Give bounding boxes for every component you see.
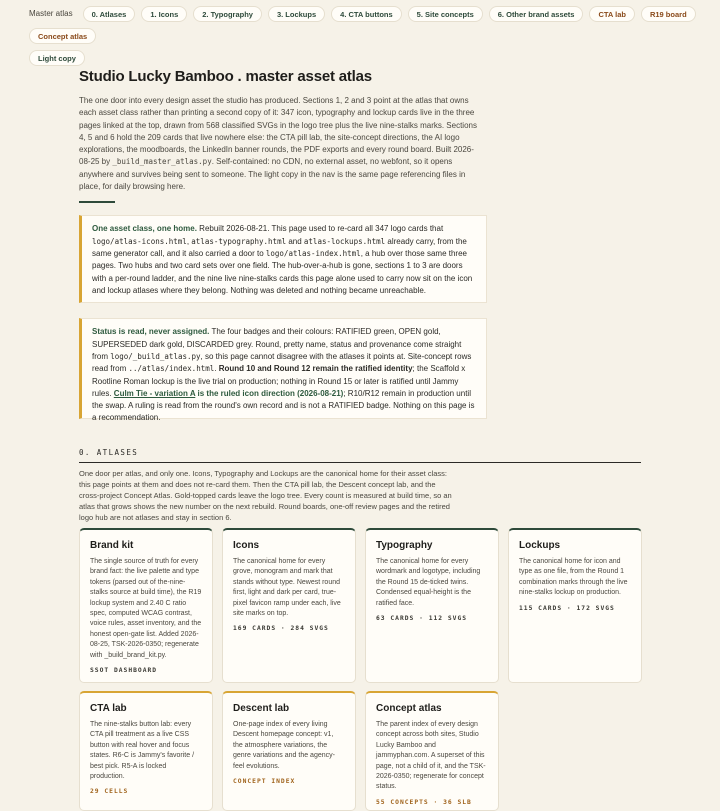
card-meta: SSOT DASHBOARD — [90, 667, 158, 675]
callout1-code: atlas-lockups.html — [303, 236, 386, 246]
callout1-text: already carry, from the same generator call, and it also carried a door to — [92, 236, 467, 258]
intro-code: _build_master_atlas.py — [112, 157, 212, 167]
callout1-lead: One asset class, one home. — [92, 224, 197, 234]
intro-text-2: . Self-contained: no CDN, no external asset, no webfont, so it opens anywhere and survives being sent to someone. The light copy in the nav is the same page referencing files in place, for daily browsing here. — [79, 157, 466, 192]
card-title: Lockups — [519, 540, 561, 551]
callout2-code: ../atlas/index.html — [128, 364, 215, 374]
card-title: Concept atlas — [376, 703, 442, 714]
card-brand-kit[interactable] — [79, 528, 213, 683]
card-title: Icons — [233, 540, 260, 551]
card-meta: CONCEPT INDEX — [233, 778, 296, 786]
callout2-code: logo/_build_atlas.py — [110, 351, 201, 361]
main-content — [79, 68, 642, 806]
nav-pill-atlases[interactable]: 0. Atlases — [83, 6, 136, 22]
card-text: The single source of truth for every brand fact: the live palette and type tokens (parsed out of the-nine-stalks source at build time), the R19 lockup system and 2.40 C ratio spec, computed WCAG contrast, voice rules, asset inventory, and the honest open-gate list. Added 2026-08-25, TSK-2026-0350; regenerate with _build_brand_kit.py. — [90, 558, 202, 659]
card-text: The canonical home for every grove, monogram and mark that stands without type. Newest round first, light and dark per card, true-pixel favicon ramp under each, live site marks on top. — [233, 558, 341, 618]
section-rule — [79, 462, 641, 463]
card-cta-lab[interactable] — [79, 691, 213, 811]
nav-pill-cta-lab[interactable]: CTA lab — [589, 6, 635, 22]
callout1-text: , a hub over those same three pages. Two hubs and two card sets over one field. The hub-over-a-hub is gone, sections 1 to 3 are doors with a per-round ladder, and the nine live nine-stalks cards this page alone used to carry now sit on the icon and lockup atlases where they belong. Nothing was deleted and nothing became unreachable. — [92, 248, 473, 295]
section-heading: 0. ATLASES — [79, 448, 139, 458]
callout2-lead: Status is read, never assigned. — [92, 327, 210, 337]
card-text: One-page index of every living Descent homepage concept: v1, the atmosphere variations, the genre variations and the agency-feel evolutions. — [233, 721, 335, 770]
card-meta: 55 CONCEPTS · 36 SLB — [376, 798, 472, 806]
callout1-text: and — [286, 236, 304, 246]
card-text: The canonical home for icon and type as one file, from the Round 1 combination marks through the live nine-stalks lockup on production. — [519, 558, 628, 597]
callout1-code: logo/atlas-icons.html — [92, 236, 187, 246]
callout2-text: The four badges and their colours: RATIFIED green, OPEN gold, SUPERSEDED dark gold, DISCARDED grey. Round, pretty name, status and provenance come straight from — [92, 327, 462, 361]
nav-row-2 — [0, 50, 720, 66]
callout1-text: Rebuilt 2026-08-21. This page used to re-card all 347 logo cards that — [196, 224, 444, 234]
callout1-code: logo/atlas-index.html — [265, 248, 361, 258]
callout-one-home — [79, 215, 487, 303]
callout1-code: atlas-typography.html — [191, 236, 287, 246]
nav-label: Master atlas — [29, 9, 73, 18]
intro-paragraph — [79, 95, 479, 193]
callout1-text: , — [186, 236, 192, 246]
callout-status — [79, 318, 487, 423]
callout2-bold: is the ruled icon direction (2026-08-21) — [195, 388, 344, 398]
nav-pill-light-copy[interactable]: Light copy — [29, 50, 85, 66]
card-typography[interactable] — [365, 528, 499, 683]
nav-pill-r19-board[interactable]: R19 board — [641, 6, 696, 22]
nav-row — [0, 6, 720, 44]
nav-pill-typography[interactable]: 2. Typography — [193, 6, 262, 22]
card-title: CTA lab — [90, 703, 127, 714]
intro-text-1: The one door into every design asset the studio has produced. Sections 1, 2 and 3 point at the atlas that owns each asset class rather than printing a second copy of it: 347 icon, typography and lockup cards live in the three pages linked at the top, drawn from 568 classified SVGs in the logo tree plus the live nine-stalks marks. Sections 4, 5 and 6 hold the 209 cards that live nowhere else: the CTA pill lab, the site-concept directions, the AI logo explorations, the moodboards, the LinkedIn banner rounds, the PDF exports and every round board. Built 2026-08-25 by — [79, 96, 477, 167]
short-rule — [79, 201, 115, 203]
nav-pill-icons[interactable]: 1. Icons — [141, 6, 187, 22]
card-title: Descent lab — [233, 703, 290, 714]
callout2-text: ; R10/R12 remain in production until the swap. A ruling is read from the round's own record and is not a RATIFIED badge. Nothing on this page is a recommendation. — [92, 388, 475, 423]
nav-pill-other-brand-assets[interactable]: 6. Other brand assets — [489, 6, 584, 22]
card-title: Brand kit — [90, 540, 134, 551]
card-lockups[interactable] — [508, 528, 642, 683]
card-icons[interactable] — [222, 528, 356, 683]
callout2-text: , so this page cannot disagree with the atlases it points at. Site-concept rows read from — [92, 351, 472, 374]
nav-pill-lockups[interactable]: 3. Lockups — [268, 6, 325, 22]
nav-pill-concept-atlas[interactable]: Concept atlas — [29, 28, 96, 44]
culm-tie-link[interactable]: Culm Tie - variation A — [113, 388, 196, 398]
callout2-bold: Round 10 and Round 12 remain the ratified identity — [218, 364, 413, 374]
callout2-text: . — [214, 364, 219, 374]
card-text: The nine-stalks button lab: every CTA pill treatment as a live CSS button with real hover and focus states. R6-C is Jammy's favorite / best pick. R5-A is locked production. — [90, 721, 195, 781]
card-meta: 169 CARDS · 284 SVGS — [233, 625, 329, 633]
card-title: Typography — [376, 540, 433, 551]
card-text: The canonical home for every wordmark and logotype, including the Round 15 de-ticked twins. Condensed equal-height is the ratified face. — [376, 558, 481, 607]
nav-pill-cta-buttons[interactable]: 4. CTA buttons — [331, 6, 402, 22]
card-meta: 115 CARDS · 172 SVGS — [519, 604, 615, 612]
nav-pill-site-concepts[interactable]: 5. Site concepts — [408, 6, 483, 22]
page-title: Studio Lucky Bamboo . master asset atlas — [79, 68, 372, 85]
top-nav — [0, 0, 720, 66]
card-text: The parent index of every design concept across both sites, Studio Lucky Bamboo and jammyphan.com. A superset of this page, not a child of it, and the TSK-2026-0350; regenerate for concept status. — [376, 721, 486, 791]
card-meta: 29 CELLS — [90, 788, 129, 796]
card-meta: 63 CARDS · 112 SVGS — [376, 615, 468, 623]
card-descent-lab[interactable] — [222, 691, 356, 811]
callout2-text: ; the Scaffold x Rootline Roman lockup is the live trial on production; nothing in Round 15 or later is ratified until Jammy rules. — [92, 364, 466, 398]
section-description: One door per atlas, and only one. Icons, Typography and Lockups are the canonical home for their asset class: this page points at them and does not re-card them. Then the CTA pill lab, the Descent concept lab, and the cross-project Concept Atlas. Gold-topped cards leave the logo tree. Every count is measured at build time, so an atlas that grows shows the new number on the next rebuild. Round boards, one-off review pages and the retired logo hub are not atlases and stay in section 6. — [79, 469, 452, 522]
card-concept-atlas[interactable] — [365, 691, 499, 811]
